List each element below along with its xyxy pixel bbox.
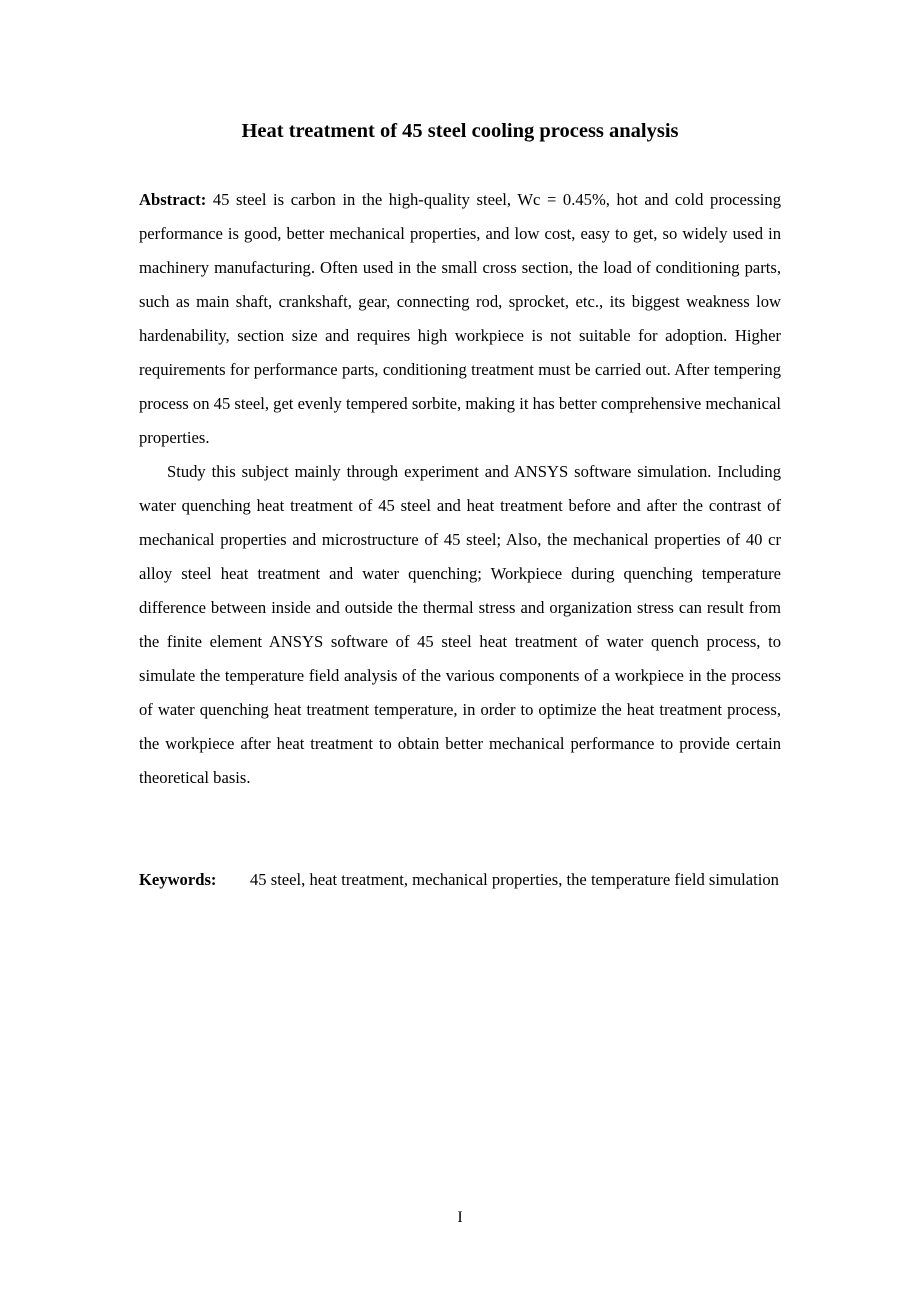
abstract-label: Abstract:	[139, 190, 207, 209]
keywords-text: 45 steel, heat treatment, mechanical properties, the temperature field simulation	[250, 870, 779, 889]
keywords-section	[139, 863, 781, 897]
abstract-paragraph-2: Study this subject mainly through experiment and ANSYS software simulation. Including water quenching heat treatment of 45 steel and heat treatment before and after the contrast of mechanical properties and microstructure of 45 steel; Also, the mechanical properties of 40 cr alloy steel heat treatment and water quenching; Workpiece during quenching temperature difference between inside and outside the thermal stress and organization stress can result from the finite element ANSYS software of 45 steel heat treatment of water quench process, to simulate the temperature field analysis of the various components of a workpiece in the process of water quenching heat treatment temperature, in order to optimize the heat treatment process, the workpiece after heat treatment to obtain better mechanical performance to provide certain theoretical basis.	[139, 462, 781, 787]
abstract-paragraph	[139, 183, 781, 455]
abstract-text: 45 steel is carbon in the high-quality steel, Wc = 0.45%, hot and cold processing performance is good, better mechanical properties, and low cost, easy to get, so widely used in machinery manufacturing. Often used in the small cross section, the load of conditioning parts, such as main shaft, crankshaft, gear, connecting rod, sprocket, etc., its biggest weakness low hardenability, section size and requires high workpiece is not suitable for adoption. Higher requirements for performance parts, conditioning treatment must be carried out. After tempering process on 45 steel, get evenly tempered sorbite, making it has better comprehensive mechanical properties.	[139, 190, 781, 447]
document-title: Heat treatment of 45 steel cooling process analysis	[241, 120, 679, 142]
keywords-label: Keywords:	[139, 870, 217, 889]
page-number: I	[457, 1209, 463, 1226]
